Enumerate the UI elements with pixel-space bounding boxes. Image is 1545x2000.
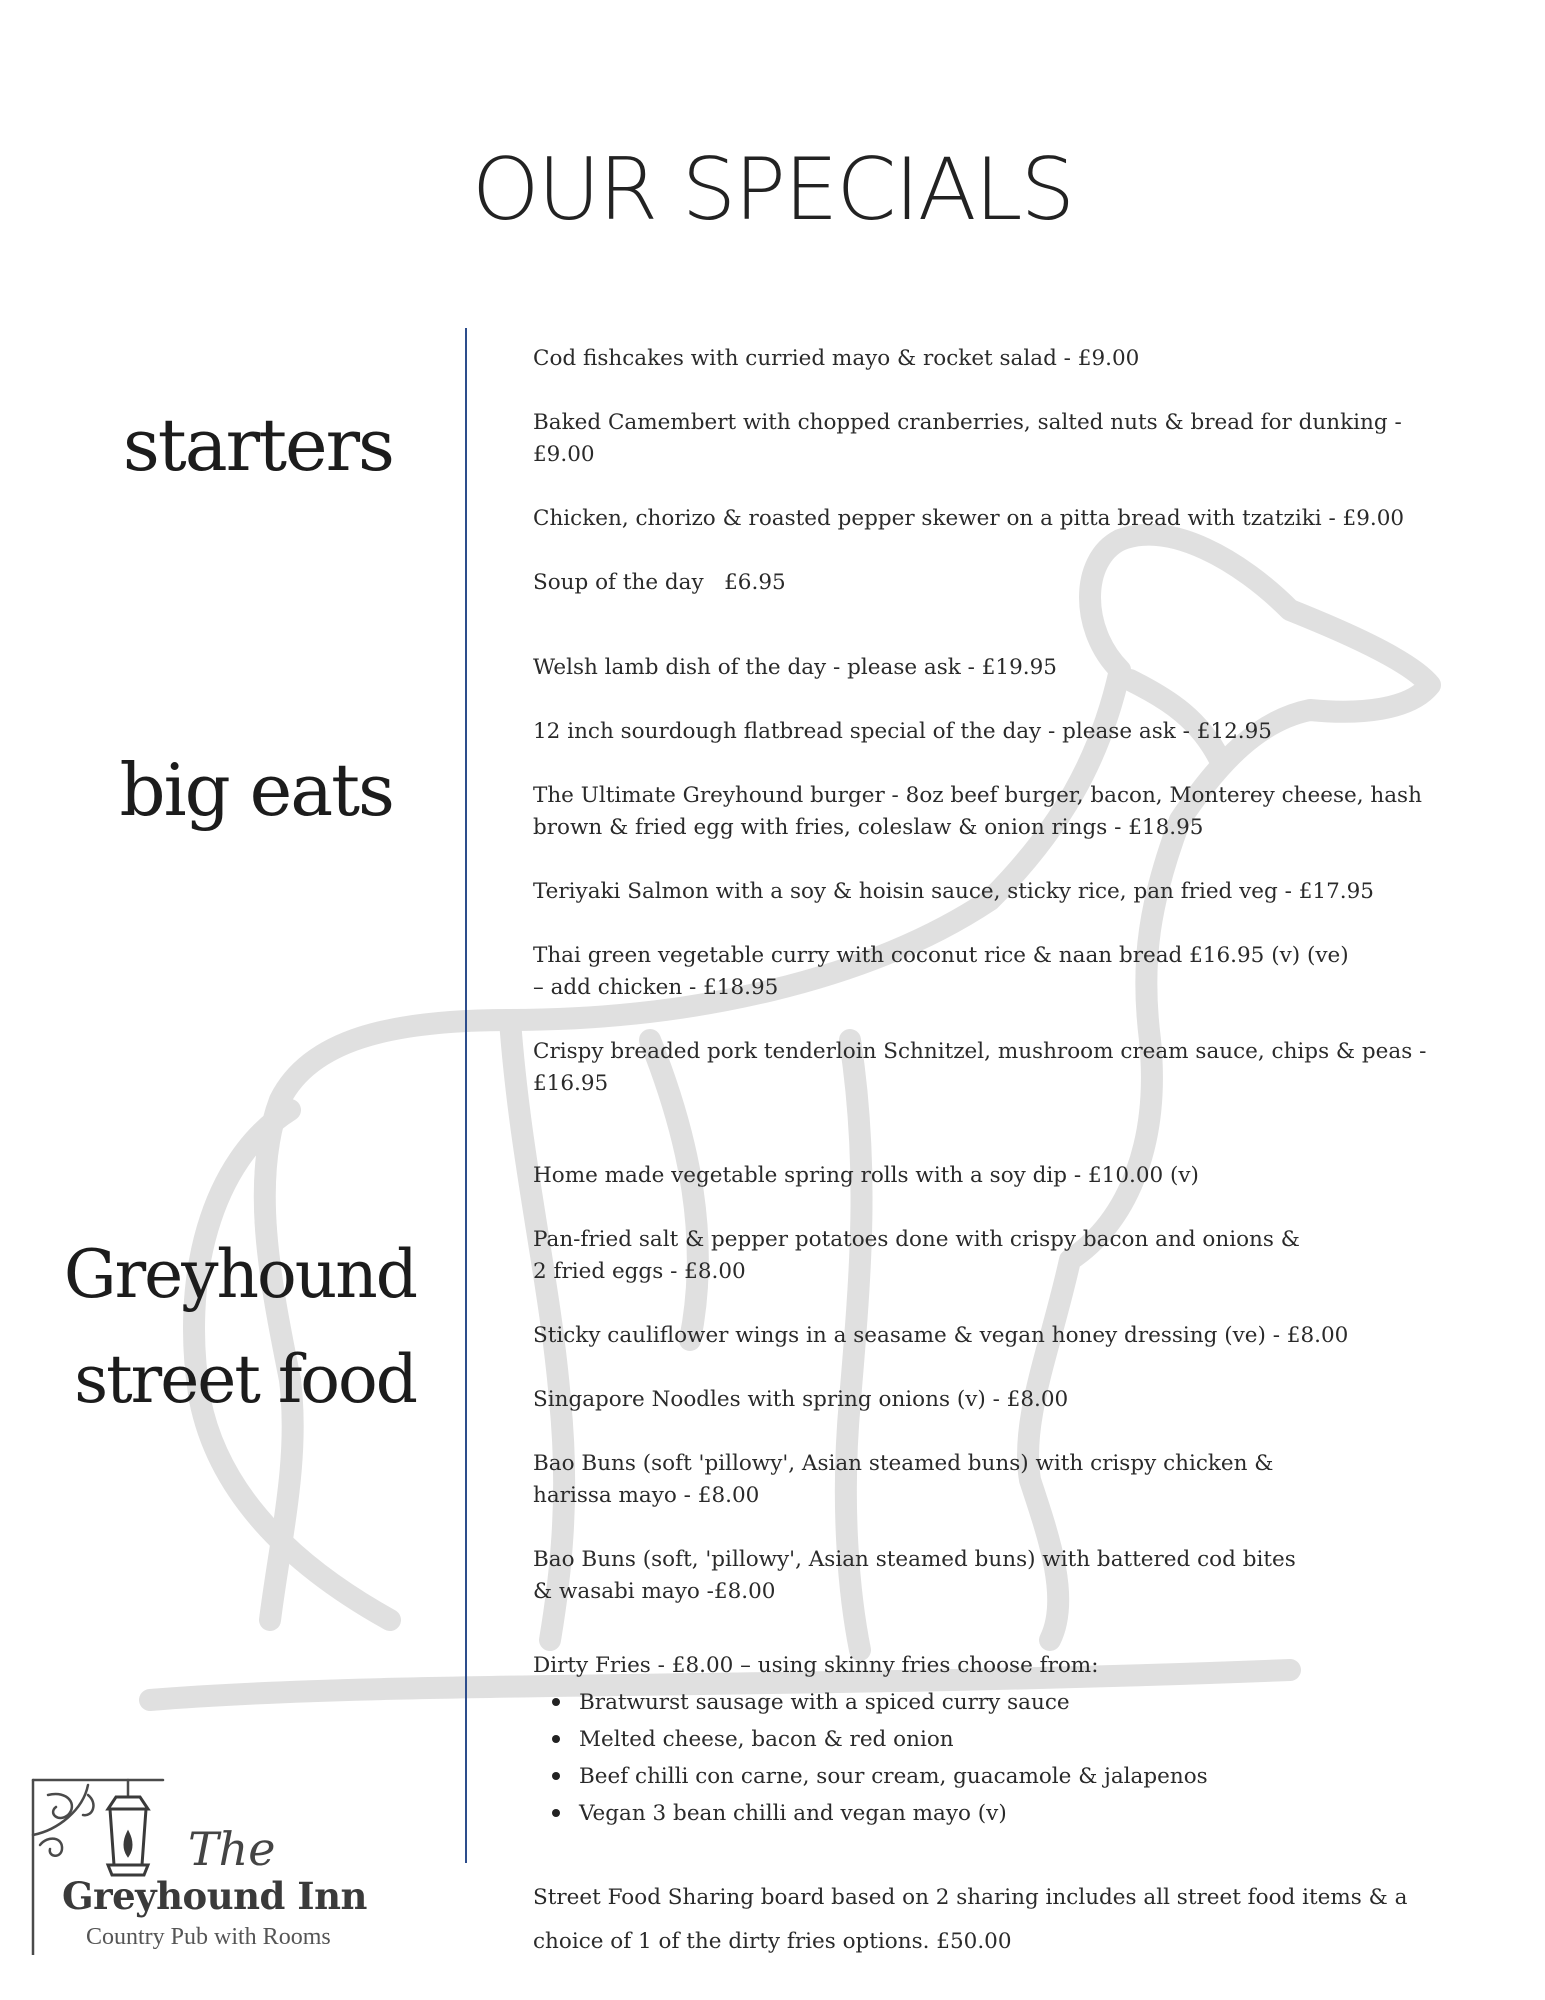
logo-name: Greyhound Inn: [62, 1874, 367, 1918]
menu-item: Chicken, chorizo & roasted pepper skewer on a pitta bread with tzatziki - £9.00: [533, 506, 1405, 531]
logo-the: The: [188, 1822, 276, 1876]
list-item: Bratwurst sausage with a spiced curry sauce: [533, 1684, 1433, 1721]
section-heading-starters: starters: [122, 403, 393, 487]
menu-item: Soup of the day £6.95: [533, 570, 786, 595]
list-item: Vegan 3 bean chilli and vegan mayo (v): [533, 1795, 1433, 1832]
dirty-fries-options: [533, 1684, 1433, 1832]
section-heading-street-food-line2: street food: [74, 1341, 416, 1418]
menu-item: [533, 407, 1453, 471]
menu-item: Bao Buns (soft, 'pillowy', Asian steamed buns) with battered cod bites & wasabi mayo -£8.00: [533, 1547, 1296, 1604]
dirty-fries-intro: Dirty Fries - £8.00 – using skinny fries choose from:: [533, 1653, 1099, 1678]
menu-item: Welsh lamb dish of the day - please ask - £19.95: [533, 655, 1057, 680]
greyhound-watermark: [90, 520, 1470, 1720]
menu-item: The Ultimate Greyhound burger - 8oz beef burger, bacon, Monterey cheese, hash brown & fried egg with fries, coleslaw & onion rings - £18.95: [533, 783, 1422, 840]
menu-item: Pan-fried salt & pepper potatoes done with crispy bacon and onions & 2 fried eggs - £8.00: [533, 1227, 1300, 1284]
menu-item: Singapore Noodles with spring onions (v) - £8.00: [533, 1387, 1069, 1412]
menu-item: Bao Buns (soft 'pillowy', Asian steamed buns) with crispy chicken & harissa mayo - £8.00: [533, 1451, 1274, 1508]
page-title: OUR SPECIALS: [471, 140, 1074, 240]
menu-item: Thai green vegetable curry with coconut rice & naan bread £16.95 (v) (ve) – add chicken - £18.95: [533, 943, 1349, 1000]
menu-item: Home made vegetable spring rolls with a soy dip - £10.00 (v): [533, 1163, 1199, 1188]
menu-item: Cod fishcakes with curried mayo & rocket salad - £9.00: [533, 346, 1140, 371]
section-heading-street-food-line1: Greyhound: [63, 1236, 416, 1313]
logo-tagline: Country Pub with Rooms: [86, 1924, 331, 1950]
menu-item: Crispy breaded pork tenderloin Schnitzel, mushroom cream sauce, chips & peas - £16.95: [533, 1039, 1427, 1096]
sharing-board: Street Food Sharing board based on 2 sharing includes all street food items & a choice of 1 of the dirty fries options. £50.00: [533, 1885, 1408, 1954]
list-item: Melted cheese, bacon & red onion: [533, 1721, 1433, 1758]
section-heading-big-eats: big eats: [119, 748, 393, 832]
menu-item-text: Baked Camembert with chopped cranberries, salted nuts & bread for dunking - £9.00: [533, 410, 1402, 467]
menu-item: 12 inch sourdough flatbread special of the day - please ask - £12.95: [533, 719, 1272, 744]
list-item: Beef chilli con carne, sour cream, guacamole & jalapenos: [533, 1758, 1433, 1795]
menu-item: Sticky cauliflower wings in a seasame & vegan honey dressing (ve) - £8.00: [533, 1323, 1349, 1348]
vertical-divider: [465, 328, 467, 1863]
menu-item: Teriyaki Salmon with a soy & hoisin sauce, sticky rice, pan fried veg - £17.95: [533, 879, 1374, 904]
